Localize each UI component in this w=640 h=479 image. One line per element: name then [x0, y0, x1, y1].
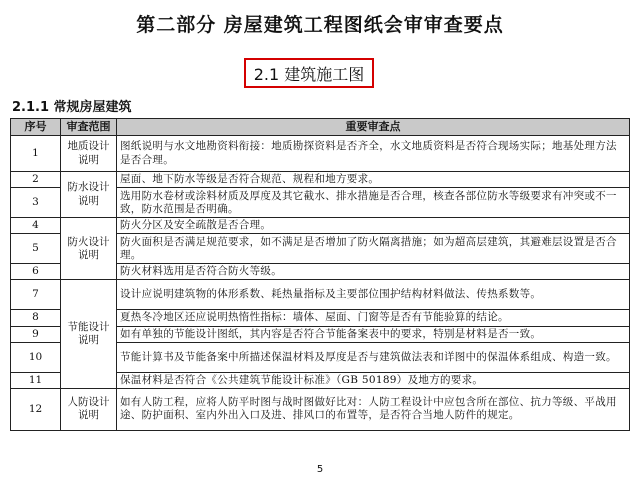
column-header-number: 序号 — [11, 119, 61, 136]
row-number: 11 — [11, 372, 61, 388]
row-category: 人防设计说明 — [61, 388, 117, 430]
row-content: 防火材料选用是否符合防火等级。 — [117, 264, 630, 280]
row-content: 夏热冬冷地区还应说明热惰性指标：墙体、屋面、门窗等是否有节能验算的结论。 — [117, 310, 630, 326]
row-number: 2 — [11, 172, 61, 188]
row-number: 3 — [11, 188, 61, 218]
column-header-key-points: 重要审查点 — [117, 119, 630, 136]
page-number: 5 — [316, 464, 324, 475]
row-number: 12 — [11, 388, 61, 430]
row-content: 如有人防工程，应将人防平时图与战时图做好比对：人防工程设计中应包含所在部位、抗力等级、平战用途、防护面积、室内外出入口及进、排风口的布置等，是否符合当地人防件的规定。 — [117, 388, 630, 430]
row-content: 选用防水卷材或涂料材质及厚度及其它截水、排水措施是否合理，核查各部位防水等级要求有冲突或不一致，防水范围是否明确。 — [117, 188, 630, 218]
table-row — [11, 218, 630, 234]
row-number: 5 — [11, 234, 61, 264]
section-title: 2.1 建筑施工图 — [244, 58, 374, 88]
row-category: 防水设计说明 — [61, 172, 117, 218]
row-content: 防火面积是否满足规范要求，如不满足是否增加了防火隔离措施；如为超高层建筑，其避难层设置是否合理。 — [117, 234, 630, 264]
table-row — [11, 136, 630, 172]
row-number: 10 — [11, 342, 61, 372]
subsection-title: 2.1.1 常规房屋建筑 — [12, 100, 132, 115]
table-row — [11, 280, 630, 310]
row-number: 9 — [11, 326, 61, 342]
row-category: 地质设计说明 — [61, 136, 117, 172]
review-table — [10, 118, 630, 431]
row-content: 屋面、地下防水等级是否符合规范、规程和地方要求。 — [117, 172, 630, 188]
page-title: 第二部分 房屋建筑工程图纸会审审查要点 — [136, 14, 504, 36]
table-row — [11, 388, 630, 430]
row-content: 图纸说明与水文地勘资料衔接：地质勘探资料是否齐全，水文地质资料是否符合现场实际；地基处理方法是否合理。 — [117, 136, 630, 172]
row-number: 8 — [11, 310, 61, 326]
row-number: 7 — [11, 280, 61, 310]
table-row — [11, 172, 630, 188]
table-header-row — [11, 119, 630, 136]
row-content: 如有单独的节能设计图纸，其内容是否符合节能备案表中的要求，特别是材料是否一致。 — [117, 326, 630, 342]
row-category: 节能设计说明 — [61, 280, 117, 388]
row-content: 节能计算书及节能备案中所描述保温材料及厚度是否与建筑做法表和详图中的保温体系组成、构造一致。 — [117, 342, 630, 372]
row-number: 4 — [11, 218, 61, 234]
row-number: 1 — [11, 136, 61, 172]
row-number: 6 — [11, 264, 61, 280]
row-content: 防火分区及安全疏散是否合理。 — [117, 218, 630, 234]
row-content: 设计应说明建筑物的体形系数、耗热量指标及主要部位围护结构材料做法、传热系数等。 — [117, 280, 630, 310]
row-content: 保温材料是否符合《公共建筑节能设计标准》（GB 50189）及地方的要求。 — [117, 372, 630, 388]
column-header-scope: 审查范围 — [61, 119, 117, 136]
row-category: 防火设计说明 — [61, 218, 117, 280]
